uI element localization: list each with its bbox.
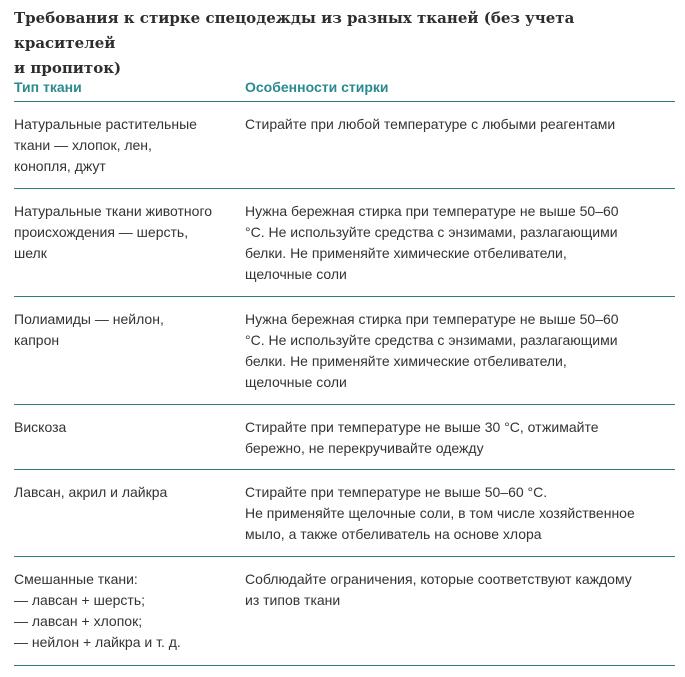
washing-cell	[245, 114, 675, 188]
washing-cell	[245, 309, 675, 404]
cell-line: ткани — хлопок, лен,	[14, 137, 152, 153]
cell-line: °С. Не используйте средства с энзимами, разлагающими	[245, 332, 618, 348]
washing-cell	[245, 482, 675, 556]
table-header	[14, 76, 675, 102]
header-fabric-type: Тип ткани	[14, 79, 82, 95]
cell-line: Стирайте при любой температуре с любыми реагентами	[245, 116, 616, 132]
cell-line: шелк	[14, 245, 47, 261]
header-washing-features: Особенности стирки	[245, 79, 389, 95]
cell-line: конопля, джут	[14, 158, 106, 174]
cell-line: Натуральные растительные	[14, 116, 197, 132]
title-line: Требования к стирке спецодежды из разных тканей (без учета красителей	[14, 9, 575, 52]
table-row	[14, 102, 675, 189]
cell-line: Полиамиды — нейлон,	[14, 311, 164, 327]
cell-line: °С. Не используйте средства с энзимами, разлагающими	[245, 224, 618, 240]
cell-line: бережно, не перекручивайте одежду	[245, 440, 484, 456]
cell-line: Лавсан, акрил и лайкра	[14, 484, 168, 500]
cell-line: — нейлон + лайкра и т. д.	[14, 634, 181, 650]
fabric-cell	[14, 309, 245, 404]
fabric-cell	[14, 569, 245, 665]
cell-line: Стирайте при температуре не выше 50–60 °С.	[245, 484, 548, 500]
fabric-cell	[14, 201, 245, 296]
cell-line: Соблюдайте ограничения, которые соответствуют каждому	[245, 571, 632, 587]
page-title	[14, 6, 654, 81]
fabric-cell	[14, 417, 245, 469]
washing-table	[14, 76, 675, 666]
table-row	[14, 557, 675, 666]
cell-line: Натуральные ткани животного	[14, 203, 213, 219]
washing-cell	[245, 201, 675, 296]
fabric-cell	[14, 482, 245, 556]
table-row	[14, 470, 675, 557]
cell-line: капрон	[14, 332, 60, 348]
cell-line: Вискоза	[14, 419, 67, 435]
cell-line: Нужна бережная стирка при температуре не выше 50–60	[245, 311, 619, 327]
table-row	[14, 189, 675, 297]
cell-line: Смешанные ткани:	[14, 571, 138, 587]
washing-cell	[245, 417, 675, 469]
cell-line: мыло, а также отбеливатель на основе хлора	[245, 526, 542, 542]
title-line: и пропиток)	[14, 59, 122, 77]
cell-line: — лавсан + хлопок;	[14, 613, 143, 629]
cell-line: происхождения — шерсть,	[14, 224, 189, 240]
cell-line: Стирайте при температуре не выше 30 °С, отжимайте	[245, 419, 599, 435]
cell-line: Не применяйте щелочные соли, в том числе хозяйственное	[245, 505, 635, 521]
cell-line: Нужна бережная стирка при температуре не выше 50–60	[245, 203, 619, 219]
washing-cell	[245, 569, 675, 665]
cell-line: белки. Не применяйте химические отбеливатели,	[245, 353, 567, 369]
cell-line: из типов ткани	[245, 592, 341, 608]
table-row	[14, 297, 675, 405]
table-row	[14, 405, 675, 470]
cell-line: щелочные соли	[245, 374, 347, 390]
fabric-cell	[14, 114, 245, 188]
cell-line: белки. Не применяйте химические отбеливатели,	[245, 245, 567, 261]
cell-line: щелочные соли	[245, 266, 347, 282]
cell-line: — лавсан + шерсть;	[14, 592, 145, 608]
